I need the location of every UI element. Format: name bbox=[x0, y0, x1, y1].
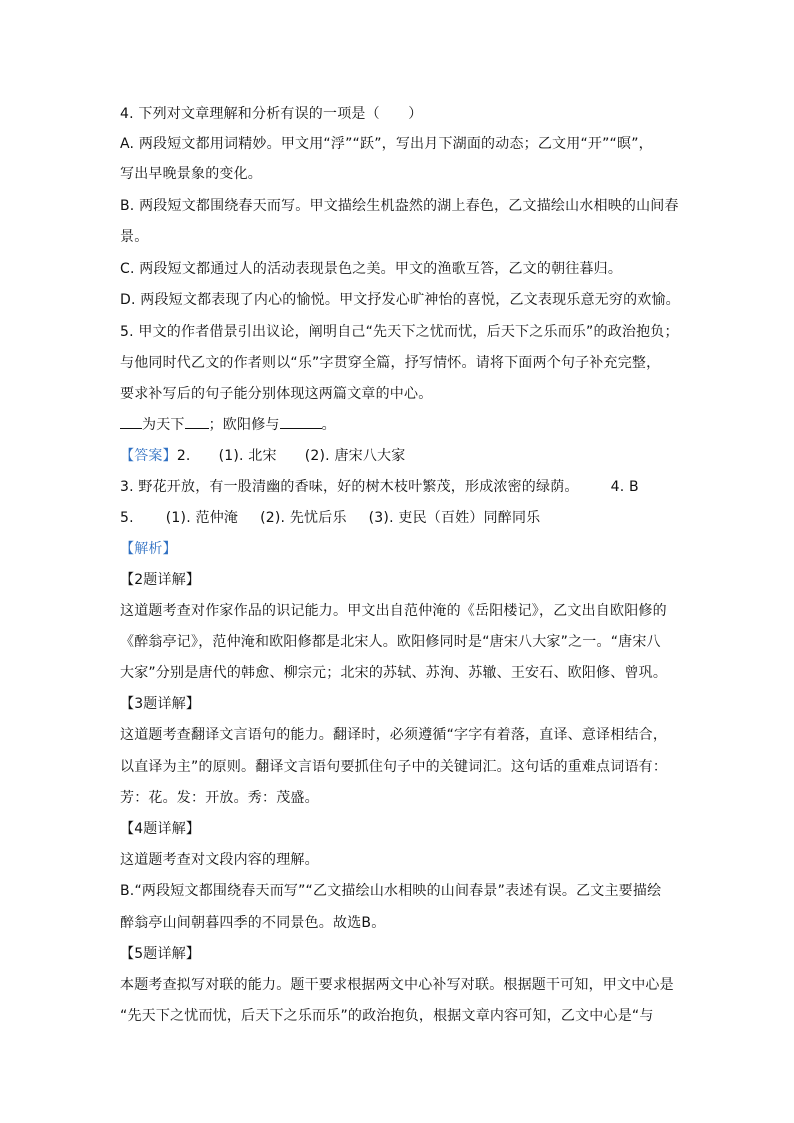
section-heading-q2: 【2题详解】 bbox=[120, 572, 201, 588]
answer-2-num: 2. bbox=[176, 448, 191, 464]
question-4-option-a-cont: 写出早晚景象的变化。 bbox=[120, 166, 262, 182]
question-5-line-3: 要求补写后的句子能分别体现这两篇文章的中心。 bbox=[120, 386, 433, 402]
question-4-option-a: A. 两段短文都用词精妙。甲文用“浮”“跃”，写出月下湖面的动态；乙文用“开”“暝”， bbox=[120, 136, 653, 152]
answer-5-part-2: (2). 先忧后乐 bbox=[260, 510, 347, 526]
answer-line-1 bbox=[120, 446, 405, 466]
question-4-option-d: D. 两段短文都表现了内心的愉悦。甲文抒发心旷神怡的喜悦，乙文表现乐意无穷的欢愉。 bbox=[120, 292, 680, 308]
q3-analysis-line-2: 以直译为主”的原则。翻译文言语句要抓住句子中的关键词汇。这句话的重难点词语有： bbox=[120, 759, 668, 775]
answer-3: 3. 野花开放，有一股清幽的香味，好的树木枝叶繁茂，形成浓密的绿荫。 bbox=[120, 479, 579, 495]
section-heading-q4: 【4题详解】 bbox=[120, 821, 201, 837]
question-5-fill-blank bbox=[120, 414, 336, 435]
question-4-stem: 4. 下列对文章理解和分析有误的一项是（ ） bbox=[120, 106, 423, 122]
q2-analysis-line-3: 大家”分别是唐代的韩愈、柳宗元；北宋的苏轼、苏洵、苏辙、王安石、欧阳修、曾巩。 bbox=[120, 665, 668, 681]
q5-analysis-line-2: “先天下之忧而忧，后天下之乐而乐”的政治抱负，根据文章内容可知，乙文中心是“与 bbox=[120, 1008, 654, 1024]
answer-line-2 bbox=[120, 477, 639, 497]
blank-line bbox=[185, 414, 209, 429]
answer-5-num: 5. bbox=[120, 510, 134, 526]
question-4-option-b-cont: 景。 bbox=[120, 229, 149, 245]
q2-analysis-line-1: 这道题考查对作家作品的识记能力。甲文出自范仲淹的《岳阳楼记》，乙文出自欧阳修的 bbox=[120, 603, 667, 619]
answer-4: 4. B bbox=[610, 479, 639, 495]
q4-analysis-line-1: 这道题考查对文段内容的理解。 bbox=[120, 852, 319, 868]
blank-line bbox=[280, 414, 322, 429]
question-4-option-c: C. 两段短文都通过人的活动表现景色之美。甲文的渔歌互答，乙文的朝往暮归。 bbox=[120, 261, 623, 277]
answer-2-part-2: (2). 唐宋八大家 bbox=[304, 448, 406, 464]
blank-text-1: 为天下 bbox=[142, 417, 185, 433]
answer-5-part-1: (1). 范仲淹 bbox=[165, 510, 239, 526]
q4-analysis-line-3: 醉翁亭山间朝暮四季的不同景色。故选B。 bbox=[120, 915, 386, 931]
answer-tag: 【答案】 bbox=[120, 448, 177, 464]
analysis-tag: 【解析】 bbox=[120, 541, 177, 557]
question-5-line-1: 5. 甲文的作者借景引出议论，阐明自己“先天下之忧而忧，后天下之乐而乐”的政治抱负； bbox=[120, 324, 679, 340]
answer-line-3 bbox=[120, 508, 540, 528]
section-heading-q5: 【5题详解】 bbox=[120, 946, 201, 962]
q3-analysis-line-1: 这道题考查翻译文言语句的能力。翻译时，必须遵循“字字有着落，直译、意译相结合， bbox=[120, 727, 668, 743]
question-4-option-b: B. 两段短文都围绕春天而写。甲文描绘生机盎然的湖上春色，乙文描绘山水相映的山间春 bbox=[120, 198, 679, 214]
q3-analysis-line-3: 芳：花。发：开放。秀：茂盛。 bbox=[120, 790, 319, 806]
blank-text-end: 。 bbox=[321, 417, 336, 433]
section-heading-q3: 【3题详解】 bbox=[120, 696, 201, 712]
answer-5-part-3: (3). 吏民（百姓）同醉同乐 bbox=[368, 510, 541, 526]
answer-2-part-1: (1). 北宋 bbox=[218, 448, 277, 464]
blank-text-2: ；欧阳修与 bbox=[208, 417, 280, 433]
q5-analysis-line-1: 本题考查拟写对联的能力。题干要求根据两文中心补写对联。根据题干可知，甲文中心是 bbox=[120, 977, 674, 993]
q2-analysis-line-2: 《醉翁亭记》，范仲淹和欧阳修都是北宋人。欧阳修同时是“唐宋八大家”之一。“唐宋八 bbox=[120, 634, 661, 650]
q4-analysis-line-2: B.“两段短文都围绕春天而写”“乙文描绘山水相映的山间春景”表述有误。乙文主要描绘 bbox=[120, 883, 662, 899]
question-5-line-2: 与他同时代乙文的作者则以“乐”字贯穿全篇，抒写情怀。请将下面两个句子补充完整， bbox=[120, 355, 661, 371]
blank-line bbox=[120, 414, 142, 429]
